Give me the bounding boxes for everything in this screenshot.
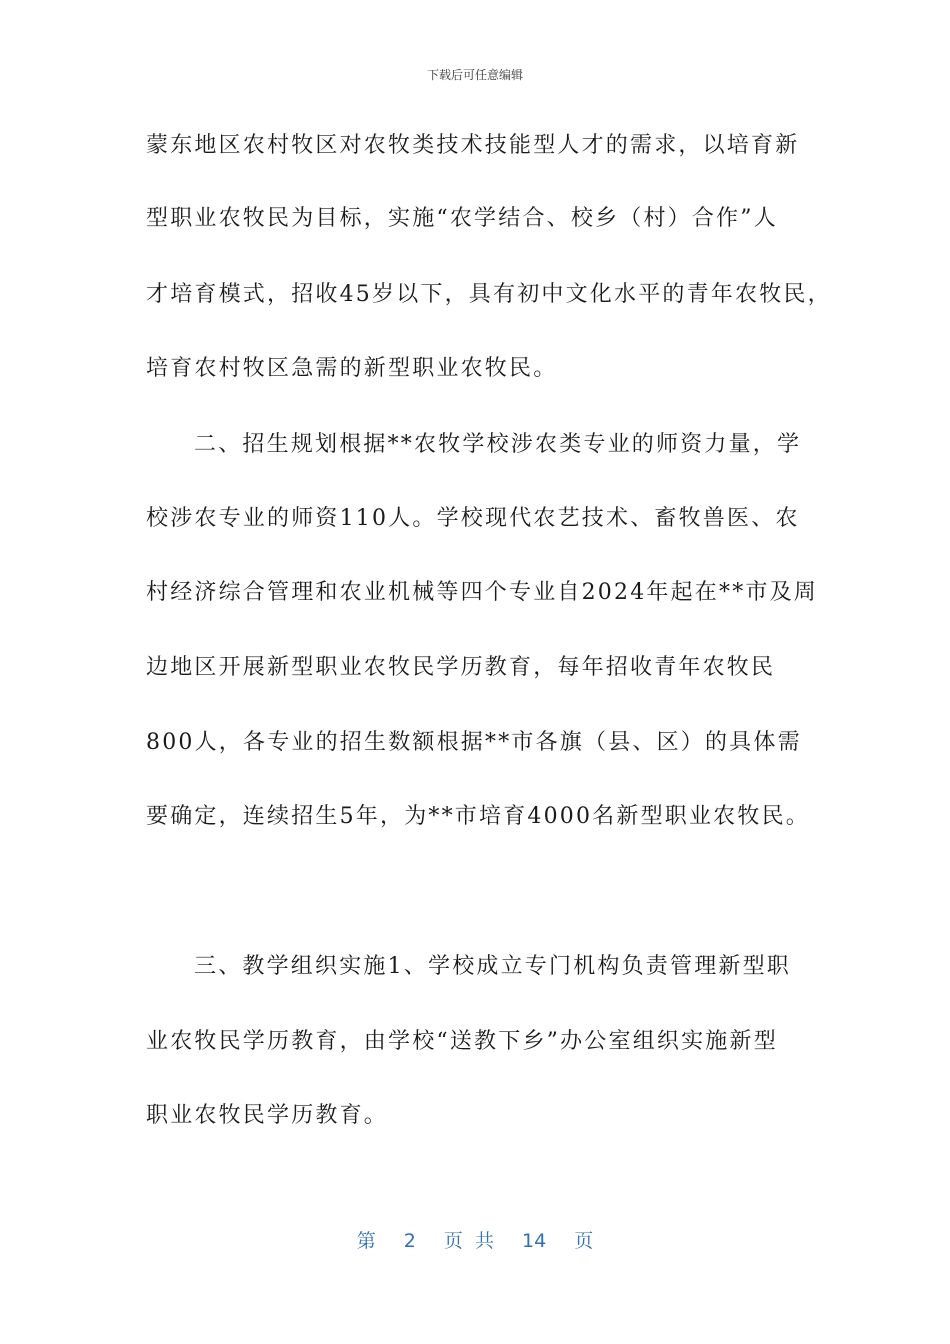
text-line: 蒙东地区农村牧区对农牧类技术技能型人才的需求，以培育新 — [146, 133, 800, 158]
page-middle: 页 共 — [443, 1230, 494, 1252]
page-current: 2 — [403, 1230, 416, 1252]
page-total: 14 — [522, 1230, 547, 1252]
page-prefix: 第 — [356, 1230, 376, 1252]
text-line: 才培育模式，招收45岁以下，具有初中文化水平的青年农牧民， — [146, 282, 832, 307]
page-suffix: 页 — [574, 1230, 594, 1252]
text-line: 边地区开展新型职业农牧民学历教育，每年招收青年农牧民 — [146, 655, 776, 680]
text-line: 三、教学组织实施1、学校成立专门机构负责管理新型职 — [194, 954, 791, 979]
text-line: 业农牧民学历教育，由学校“送教下乡”办公室组织实施新型 — [146, 1029, 778, 1054]
page-footer — [0, 1226, 950, 1253]
text-line: 职业农牧民学历教育。 — [146, 1103, 389, 1128]
page-header: 下载后可任意编辑 — [426, 68, 523, 82]
text-line: 800人，各专业的招生数额根据**市各旗（县、区）的具体需 — [146, 730, 802, 755]
text-line: 培育农村牧区急需的新型职业农牧民。 — [146, 356, 558, 381]
text-line: 型职业农牧民为目标，实施“农学结合、校乡（村）合作”人 — [146, 206, 778, 231]
text-line: 二、招生规划根据**农牧学校涉农类专业的师资力量，学 — [194, 432, 802, 457]
text-line: 要确定，连续招生5年，为**市培育4000名新型职业农牧民。 — [146, 804, 810, 829]
text-line: 校涉农专业的师资110人。学校现代农艺技术、畜牧兽医、农 — [146, 506, 800, 531]
text-line: 村经济综合管理和农业机械等四个专业自2024年起在**市及周 — [146, 580, 818, 605]
